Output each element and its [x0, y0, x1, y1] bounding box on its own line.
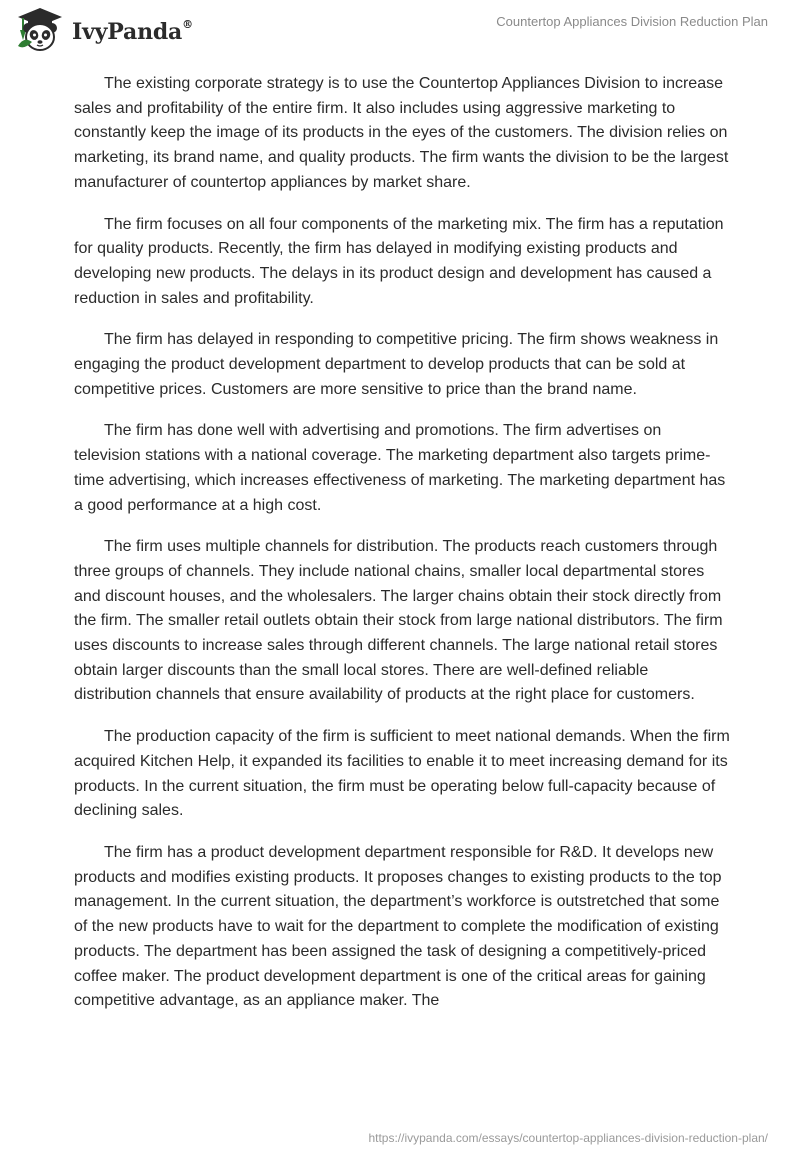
paragraph-5: The firm uses multiple channels for distribution. The products reach customers through three groups of channels. They include national chains, smaller local departmental stores and discount houses, and the wholesalers. The larger chains obtain their stock directly from the firm. The smaller retail outlets obtain their stock from large national distributors. The firm uses discounts to increase sales through different channels. The large national retail stores obtain larger discounts than the small local stores. There are well-defined reliable distribution channels that ensure availability of products at the right place for customers.	[74, 538, 723, 704]
page-header	[0, 0, 800, 64]
ivypanda-logo[interactable]	[14, 6, 193, 54]
panda-graduate-icon	[14, 6, 66, 54]
source-url[interactable]: https://ivypanda.com/essays/countertop-appliances-division-reduction-plan/	[368, 1131, 768, 1145]
logo-wordmark: IvyPanda®	[72, 17, 193, 45]
essay-body	[74, 72, 730, 1031]
registered-mark: ®	[182, 17, 193, 31]
paragraph-3: The firm has delayed in responding to competitive pricing. The firm shows weakness in engaging the product development department to develop products that can be sold at competitive prices. Customers are more sensitive to price than the brand name.	[74, 331, 719, 398]
paragraph-1: The existing corporate strategy is to use the Countertop Appliances Division to increase sales and profitability of the entire firm. It also includes using aggressive marketing to constantly keep the image of its products in the eyes of the customers. The division relies on marketing, its brand name, and quality products. The firm wants the division to be the largest manufacturer of countertop appliances by market share.	[74, 75, 729, 191]
paragraph-6: The production capacity of the firm is sufficient to meet national demands. When the firm acquired Kitchen Help, it expanded its facilities to enable it to meet increasing demand for its products. In the current situation, the firm must be operating below full-capacity because of declining sales.	[74, 728, 730, 820]
paragraph-7: The firm has a product development department responsible for R&D. It develops new products and modifies existing products. It proposes changes to existing products to the top management. In the current situation, the department’s workforce is outstretched that some of the new products have to wait for the department to complete the modification of existing products. The department has been assigned the task of designing a competitively-priced coffee maker. The product development department is one of the critical areas for gaining competitive advantage, as an appliance maker. The	[74, 843, 722, 1010]
paragraph-4: The firm has done well with advertising and promotions. The firm advertises on television stations with a national coverage. The marketing department also targets prime-time advertising, which increases effectiveness of marketing. The marketing department has a good performance at a high cost.	[74, 422, 726, 514]
paragraph-2: The firm focuses on all four components of the marketing mix. The firm has a reputation for quality products. Recently, the firm has delayed in modifying existing products and developing new products. The delays in its product design and development has caused a reduction in sales and profitability.	[74, 215, 724, 307]
document-title: Countertop Appliances Division Reduction Plan	[496, 14, 768, 29]
